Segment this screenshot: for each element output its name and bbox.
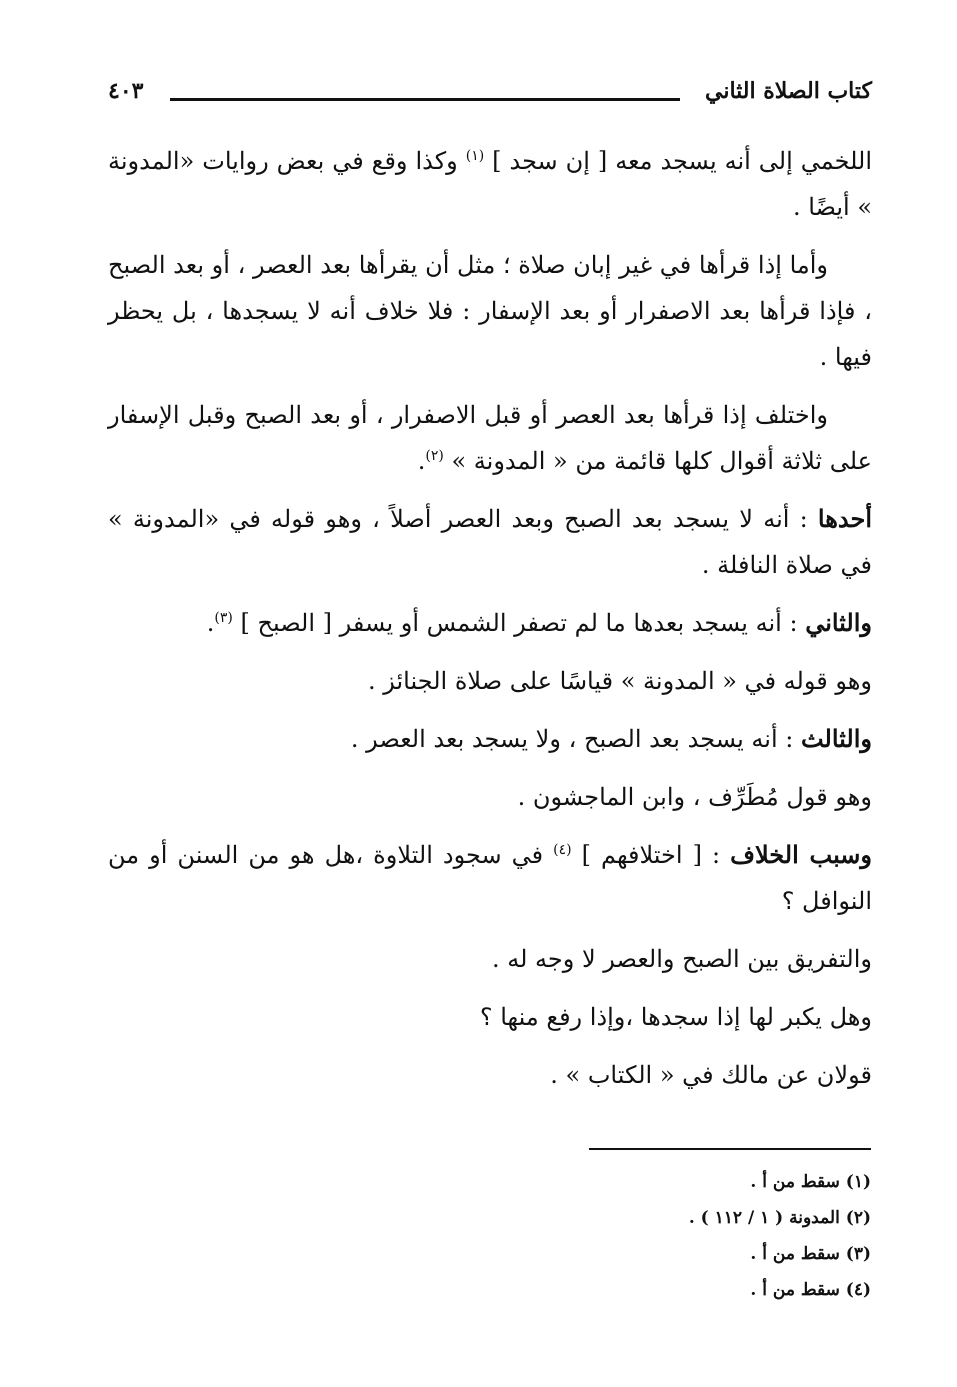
paragraph <box>108 600 872 646</box>
opinion-label: وسبب الخلاف <box>730 840 873 869</box>
paragraph-text: وهو قول مُطَرِّف ، وابن الماجشون . <box>517 783 872 811</box>
paragraph <box>108 496 872 588</box>
paragraph-text: وكذا وقع في بعض روايات «المدونة » أيضًا . <box>108 147 872 221</box>
paragraph <box>108 774 872 820</box>
paragraph-text: : أنه يسجد بعدها ما لم تصفر الشمس أو يسفر [ الصبح ] <box>232 609 806 637</box>
footnote: (٤) سقط من أ . <box>750 1280 871 1300</box>
paragraph <box>108 138 872 230</box>
chapter-title: كتاب الصلاة الثاني <box>704 78 872 104</box>
footnote-separator <box>589 1148 871 1150</box>
paragraph <box>108 1052 872 1098</box>
footnote: (٣) سقط من أ . <box>750 1244 871 1264</box>
footnote: (١) سقط من أ . <box>750 1172 871 1192</box>
footnote-ref: (١) <box>465 148 485 164</box>
opinion-label: والثاني <box>805 608 872 637</box>
footnote-ref: (٣) <box>214 610 233 626</box>
paragraph-text: وهو قوله في « المدونة » قياسًا على صلاة الجنائز . <box>368 667 872 695</box>
paragraph-text: والتفريق بين الصبح والعصر لا وجه له . <box>491 945 872 973</box>
opinion-label: والثالث <box>800 724 872 753</box>
footnote: (٢) المدونة ( ١ / ١١٢ ) . <box>688 1208 871 1228</box>
paragraph-text: : [ اختلافهم ] <box>571 841 731 869</box>
page-number: ٤٠٣ <box>108 78 144 104</box>
paragraph <box>108 936 872 982</box>
header-rule <box>170 98 680 101</box>
paragraph <box>108 832 872 924</box>
paragraph-text: واختلف إذا قرأها بعد العصر أو قبل الاصفرار ، أو بعد الصبح وقبل الإسفار على ثلاثة أقوال كلها قائمة من « المدونة » <box>108 401 872 475</box>
running-header <box>108 78 872 118</box>
footnotes <box>271 1164 871 1308</box>
paragraph-text: : أنه يسجد بعد الصبح ، ولا يسجد بعد العصر . <box>350 725 801 753</box>
paragraph-text: . <box>206 609 215 637</box>
paragraph-text: وأما إذا قرأها في غير إبان صلاة ؛ مثل أن يقرأها بعد العصر ، أو بعد الصبح ، فإذا قرأها بعد الاصفرار أو بعد الإسفار : فلا خلاف أنه لا يسجدها ، بل يحظر فيها . <box>108 251 872 371</box>
paragraph-text: : أنه لا يسجد بعد الصبح وبعد العصر أصلاً ، وهو قوله في «المدونة » في صلاة النافلة . <box>108 505 872 579</box>
opinion-label: أحدها <box>817 504 872 533</box>
paragraph-text: اللخمي إلى أنه يسجد معه [ إن سجد ] <box>484 147 873 175</box>
paragraph-text: وهل يكبر لها إذا سجدها ،وإذا رفع منها ؟ <box>479 1003 872 1031</box>
paragraph <box>108 994 872 1040</box>
paragraph <box>108 658 872 704</box>
paragraph-text: . <box>417 447 426 475</box>
paragraph-text: في سجود التلاوة ،هل هو من السنن أو من النوافل ؟ <box>108 841 872 915</box>
paragraph <box>108 242 872 380</box>
paragraph <box>108 716 872 762</box>
main-text <box>108 138 872 1110</box>
footnote-ref: (٤) <box>553 842 572 858</box>
footnote-ref: (٢) <box>425 448 444 464</box>
paragraph <box>108 392 872 484</box>
paragraph-text: قولان عن مالك في « الكتاب » . <box>550 1061 872 1089</box>
